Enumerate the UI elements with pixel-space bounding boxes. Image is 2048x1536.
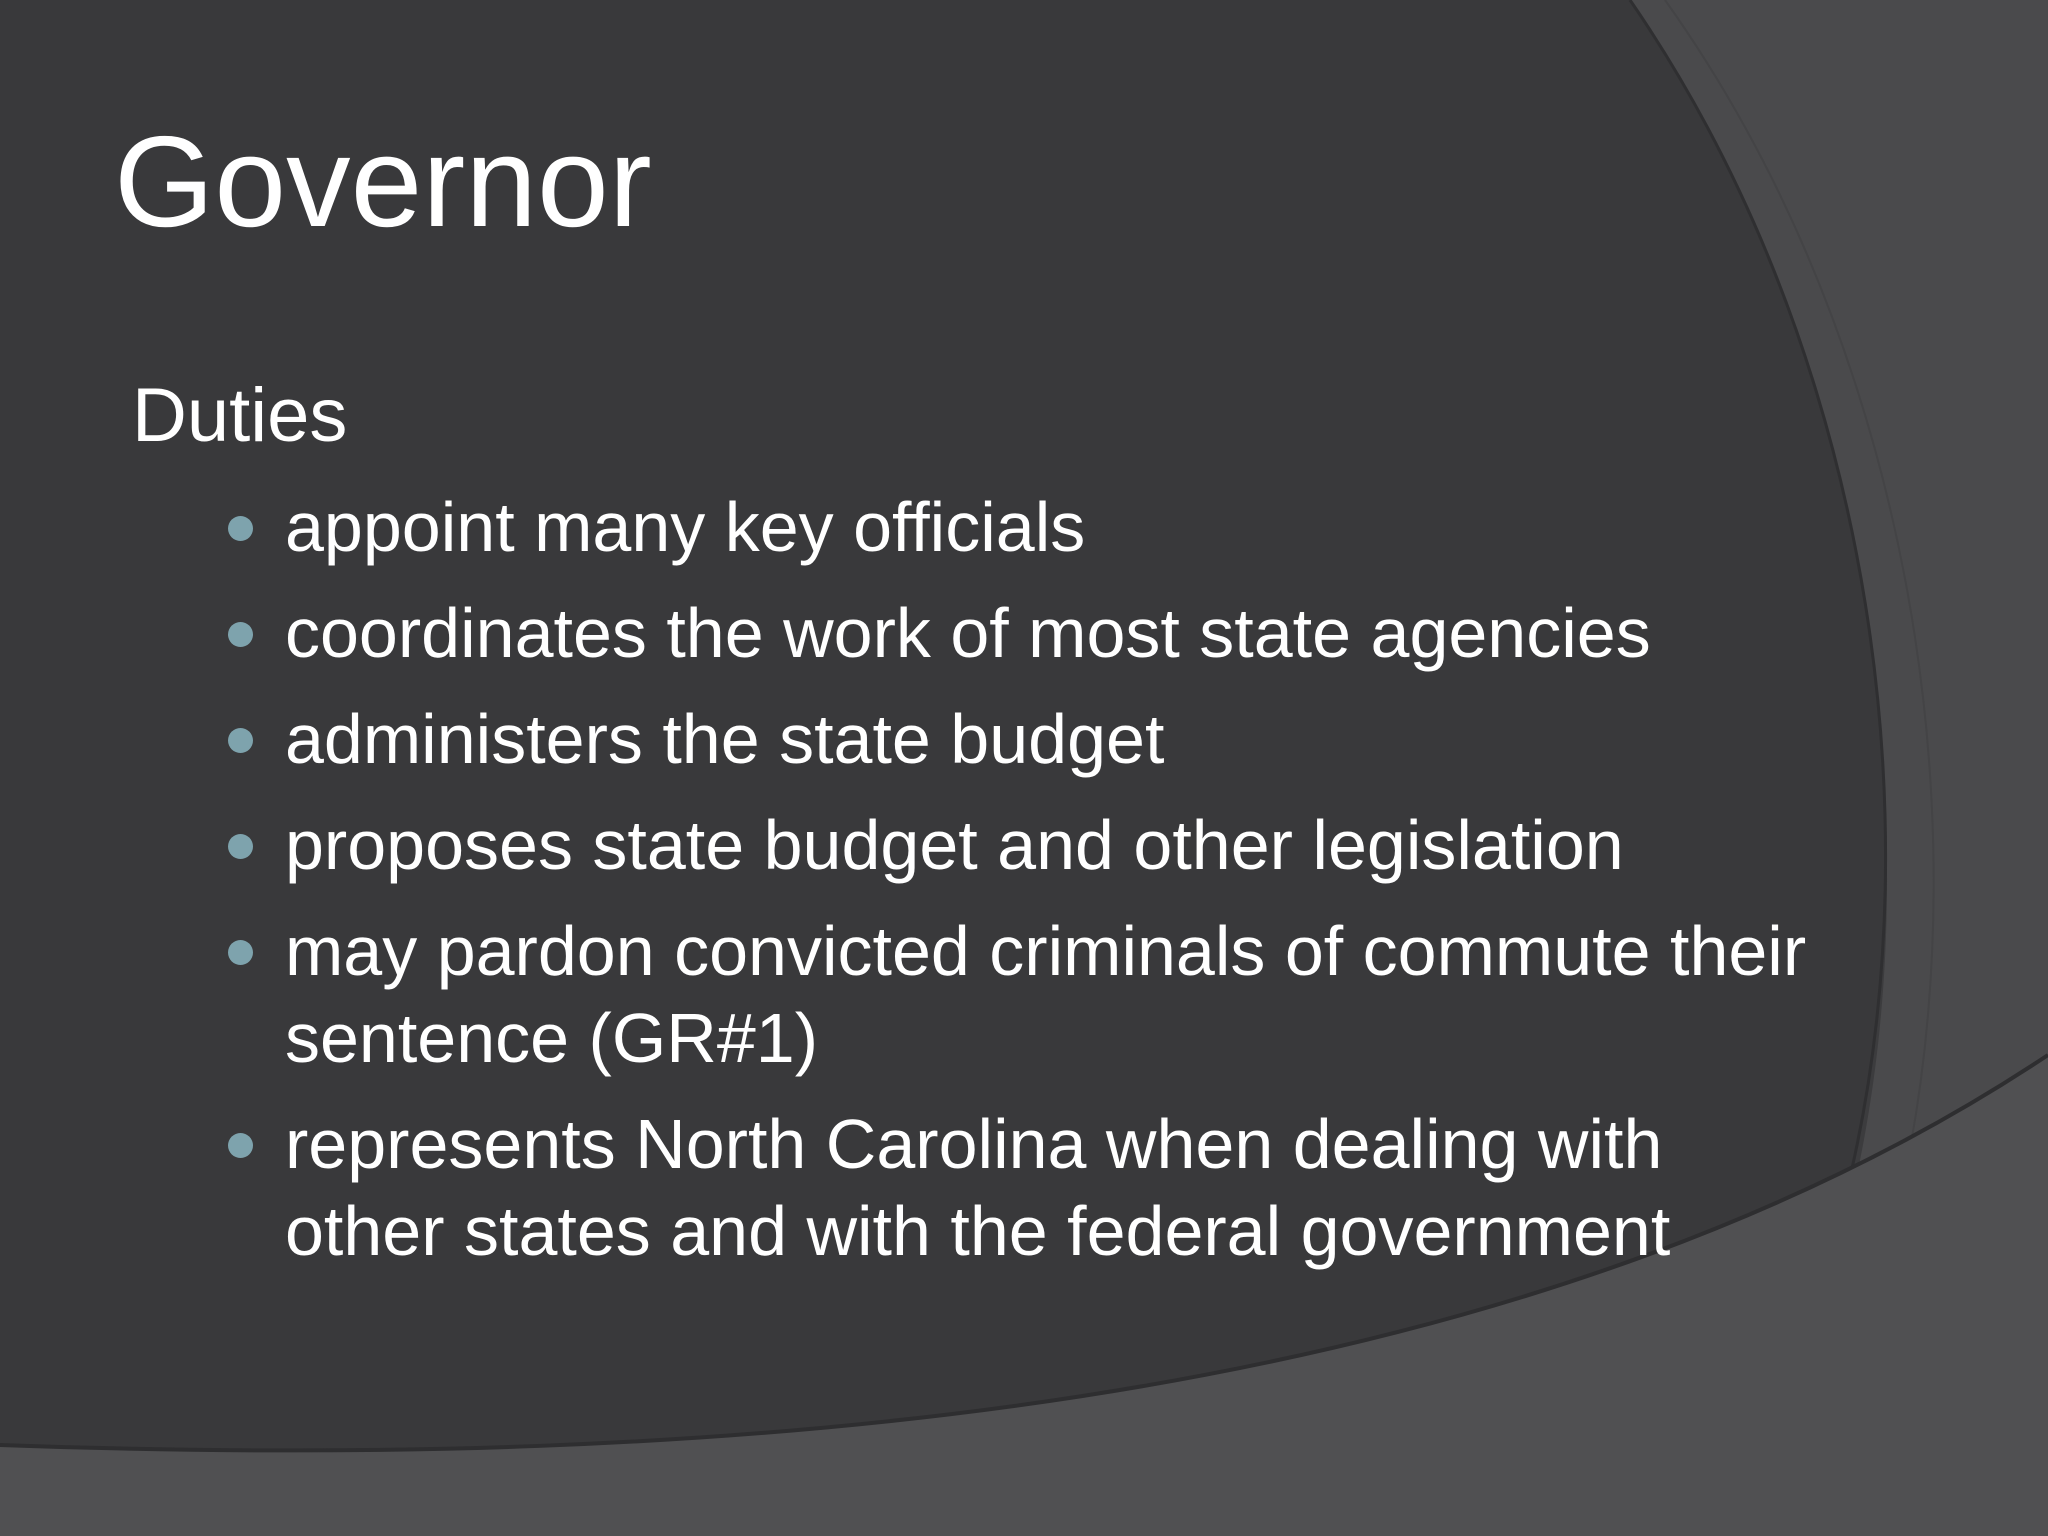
list-item — [132, 590, 1832, 677]
bullet-dot-icon — [228, 516, 253, 541]
bullet-dot-icon — [228, 728, 253, 753]
list-item-text: proposes state budget and other legislation — [285, 806, 1624, 884]
list-item — [132, 802, 1832, 889]
duties-list — [132, 484, 1832, 1275]
slide-title: Governor — [114, 110, 652, 254]
list-item — [132, 484, 1832, 571]
bullet-dot-icon — [228, 834, 253, 859]
list-item-text: coordinates the work of most state agencies — [285, 594, 1651, 672]
list-item — [132, 696, 1832, 783]
list-item — [132, 908, 1832, 1082]
list-item-text: administers the state budget — [285, 700, 1165, 778]
bullet-dot-icon — [228, 1133, 253, 1158]
list-item-text: appoint many key officials — [285, 488, 1086, 566]
list-item-text: may pardon convicted criminals of commute their sentence (GR#1) — [285, 912, 1807, 1077]
list-item-text: represents North Carolina when dealing with other states and with the federal government — [285, 1105, 1671, 1270]
bullet-dot-icon — [228, 940, 253, 965]
section-heading: Duties — [132, 373, 348, 458]
slide-body — [132, 373, 1832, 1294]
list-item — [132, 1101, 1832, 1275]
bullet-dot-icon — [228, 622, 253, 647]
